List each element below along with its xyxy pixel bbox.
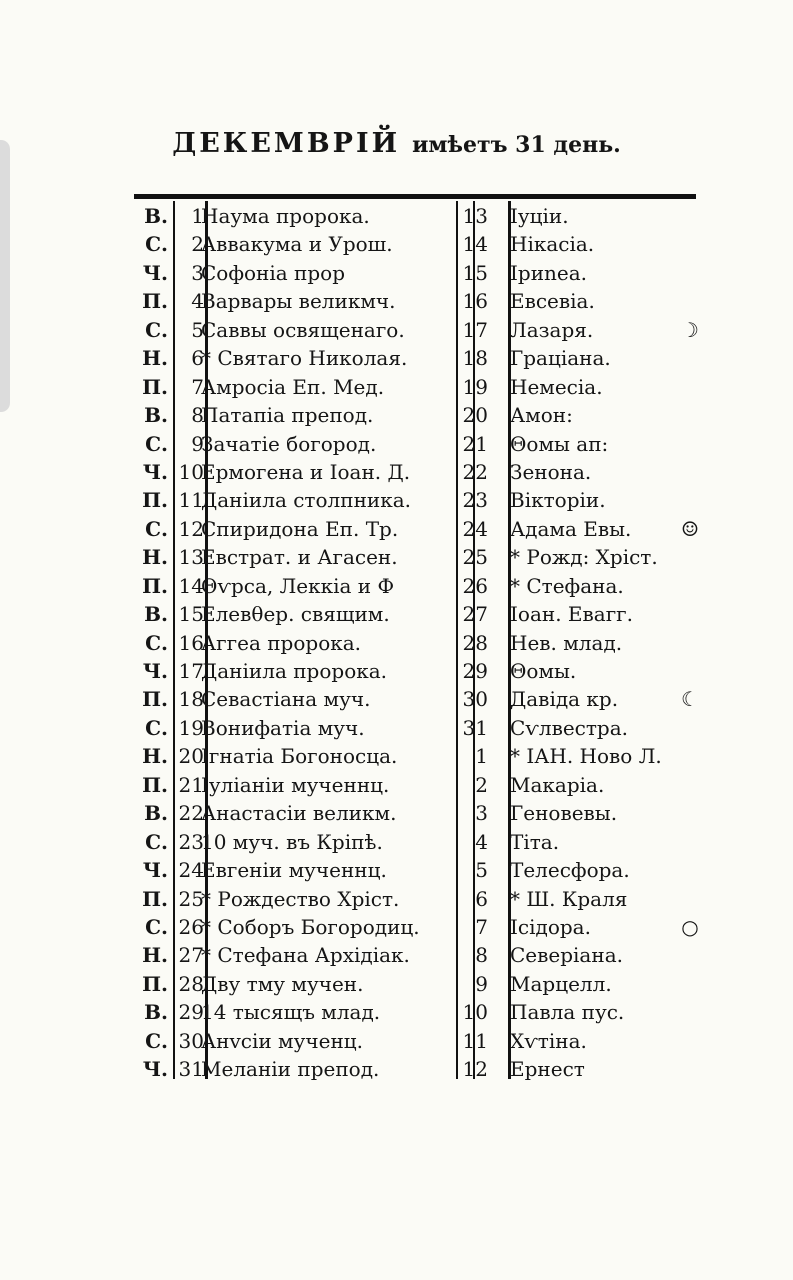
calendar-row <box>0 259 793 287</box>
calendar-row <box>0 941 793 969</box>
page-title <box>0 128 793 159</box>
saint-entry: Амросіа Еп. Мед. <box>201 374 385 399</box>
weekday-cell: Н. <box>142 545 168 570</box>
day-number: 9 <box>191 431 204 456</box>
old-style-day-number: 4 <box>475 829 488 854</box>
old-style-day-number: 23 <box>462 488 488 513</box>
calendar-row <box>0 657 793 685</box>
day-number: 5 <box>191 317 204 342</box>
calendar-row <box>0 344 793 372</box>
weekday-cell: С. <box>145 431 168 456</box>
old-style-saint-entry: Іриnea. <box>510 260 588 285</box>
saint-entry: 10 муч. въ Кріпѣ. <box>201 829 383 854</box>
old-style-day-number: 7 <box>475 914 488 939</box>
old-style-saint-entry: Граціана. <box>510 346 611 371</box>
old-style-day-number: 9 <box>475 971 488 996</box>
calendar-row <box>0 629 793 657</box>
weekday-cell: Н. <box>142 346 168 371</box>
day-number: 17 <box>178 659 204 683</box>
day-number: 26 <box>178 914 204 939</box>
old-style-day-number: 2 <box>475 772 488 797</box>
calendar-row <box>0 486 793 514</box>
calendar-row <box>0 373 793 401</box>
day-number: 14 <box>178 573 204 598</box>
saint-entry: Евгеніи мученнц. <box>201 858 387 883</box>
day-number: 29 <box>178 1000 204 1025</box>
old-style-saint-entry: Северіана. <box>510 943 623 968</box>
old-style-saint-entry: Ернест <box>510 1057 585 1082</box>
calendar-row <box>0 430 793 458</box>
saint-entry: Анастасіи великм. <box>201 801 397 826</box>
old-style-day-number: 18 <box>462 346 488 371</box>
old-style-day-number: 25 <box>462 545 488 570</box>
weekday-cell: С. <box>145 516 168 541</box>
calendar-row <box>0 714 793 742</box>
old-style-day-number: 22 <box>462 459 488 484</box>
weekday-cell: В. <box>144 204 168 228</box>
day-number: 28 <box>178 971 204 996</box>
day-number: 6 <box>191 346 204 371</box>
weekday-cell: В. <box>144 801 168 826</box>
old-style-saint-entry: Хѵтіна. <box>510 1028 587 1053</box>
calendar-row <box>0 572 793 600</box>
saint-entry: Ігнатіа Богоносца. <box>201 744 398 769</box>
calendar-row <box>0 515 793 543</box>
old-style-day-number: 6 <box>475 886 488 911</box>
weekday-cell: В. <box>144 602 168 627</box>
saint-entry: Θѵрса, Леккіа и Ф <box>201 573 395 598</box>
old-style-day-number: 12 <box>462 1057 488 1082</box>
old-style-saint-entry: Іуціи. <box>510 204 569 228</box>
weekday-cell: П. <box>142 687 168 712</box>
saint-entry: * Стефана Архідіак. <box>201 943 410 968</box>
day-number: 23 <box>178 829 204 854</box>
old-style-day-number: 21 <box>462 431 488 456</box>
calendar-row <box>0 287 793 315</box>
old-style-day-number: 14 <box>462 232 488 257</box>
old-style-saint-entry: Евсевіа. <box>510 289 595 314</box>
day-number: 16 <box>178 630 204 655</box>
weekday-cell: Н. <box>142 943 168 968</box>
day-number: 27 <box>178 943 204 968</box>
old-style-saint-entry: Тіта. <box>510 829 560 854</box>
weekday-cell: П. <box>142 971 168 996</box>
old-style-day-number: 3 <box>475 801 488 826</box>
weekday-cell: Ч. <box>142 459 168 484</box>
old-style-day-number: 20 <box>462 403 488 428</box>
calendar-row <box>0 771 793 799</box>
calendar-row <box>0 543 793 571</box>
month-days-note: имѣетъ 31 день. <box>412 132 621 158</box>
weekday-cell: Ч. <box>142 1057 168 1082</box>
calendar-row <box>0 742 793 770</box>
old-style-day-number: 17 <box>462 317 488 342</box>
day-number: 11 <box>178 488 204 513</box>
saint-entry: Саввы освященаго. <box>201 317 405 342</box>
saint-entry: Меланіи препод. <box>201 1057 380 1082</box>
old-style-saint-entry: Іоан. Евагг. <box>510 602 634 627</box>
day-number: 4 <box>191 289 204 314</box>
calendar-row <box>0 913 793 941</box>
old-style-saint-entry: * Стефана. <box>510 573 624 598</box>
day-number: 22 <box>178 801 204 826</box>
weekday-cell: С. <box>145 914 168 939</box>
weekday-cell: П. <box>142 772 168 797</box>
weekday-cell: Ч. <box>142 659 168 683</box>
weekday-cell: П. <box>142 488 168 513</box>
saint-entry: Елевθер. свящим. <box>201 602 390 627</box>
calendar-row <box>0 316 793 344</box>
day-number: 20 <box>178 744 204 769</box>
old-style-saint-entry: Макаріа. <box>510 772 605 797</box>
old-style-saint-entry: Θомы ап: <box>510 431 609 456</box>
calendar-row <box>0 202 793 230</box>
saint-entry: Наума пророка. <box>201 204 370 228</box>
saint-entry: Варвары великмч. <box>201 289 396 314</box>
old-style-saint-entry: Амон: <box>510 403 573 428</box>
calendar-row <box>0 401 793 429</box>
saint-entry: Аввакума и Урош. <box>201 232 393 257</box>
calendar-row <box>0 230 793 258</box>
old-style-day-number: 11 <box>462 1028 488 1053</box>
saint-entry: Даніила пророка. <box>201 659 388 683</box>
weekday-cell: С. <box>145 317 168 342</box>
old-style-day-number: 13 <box>462 204 488 228</box>
day-number: 12 <box>178 516 204 541</box>
saint-entry: Зачатіе богород. <box>201 431 377 456</box>
calendar-row <box>0 685 793 713</box>
old-style-saint-entry: Павла пус. <box>510 1000 625 1025</box>
old-style-day-number: 15 <box>462 260 488 285</box>
old-style-saint-entry: Телесфора. <box>510 858 630 883</box>
old-style-day-number: 31 <box>462 715 488 740</box>
weekday-cell: С. <box>145 1028 168 1053</box>
day-number: 1 <box>191 204 204 228</box>
old-style-saint-entry: Сѵлвестра. <box>510 715 629 740</box>
old-style-day-number: 24 <box>462 516 488 541</box>
day-number: 8 <box>191 403 204 428</box>
weekday-cell: С. <box>145 630 168 655</box>
saint-entry: Евстрат. и Агасен. <box>201 545 398 570</box>
moon-phase-icon: ☽ <box>681 317 699 342</box>
calendar-row <box>0 1055 793 1083</box>
old-style-day-number: 5 <box>475 858 488 883</box>
saint-entry: * Соборъ Богородиц. <box>201 914 420 939</box>
saint-entry: Ермогена и Іоан. Д. <box>201 459 411 484</box>
calendar-row <box>0 799 793 827</box>
weekday-cell: В. <box>144 403 168 428</box>
saint-entry: * Святаго Николая. <box>201 346 408 371</box>
old-style-saint-entry: Вікторіи. <box>510 488 606 513</box>
weekday-cell: С. <box>145 829 168 854</box>
weekday-cell: С. <box>145 715 168 740</box>
weekday-cell: С. <box>145 232 168 257</box>
old-style-saint-entry: Адама Евы. <box>510 516 632 541</box>
saint-entry: Аггеа пророка. <box>201 630 362 655</box>
old-style-saint-entry: Зенона. <box>510 459 592 484</box>
old-style-saint-entry: Давіда кр. <box>510 687 619 712</box>
day-number: 25 <box>178 886 204 911</box>
calendar-row <box>0 970 793 998</box>
old-style-saint-entry: Нев. млад. <box>510 630 623 655</box>
old-style-day-number: 30 <box>462 687 488 712</box>
weekday-cell: В. <box>144 1000 168 1025</box>
day-number: 31 <box>178 1057 204 1082</box>
day-number: 30 <box>178 1028 204 1053</box>
weekday-cell: Н. <box>142 744 168 769</box>
saint-entry: * Рождество Хріст. <box>201 886 400 911</box>
month-title: ДЕКЕМВРІЙ <box>172 128 401 159</box>
calendar-row <box>0 885 793 913</box>
saint-entry: Дву тму мучен. <box>201 971 364 996</box>
saint-entry: Даніила столпника. <box>201 488 412 513</box>
top-rule <box>134 194 696 199</box>
old-style-day-number: 10 <box>462 1000 488 1025</box>
calendar-row <box>0 998 793 1026</box>
old-style-day-number: 29 <box>462 659 488 683</box>
old-style-day-number: 27 <box>462 602 488 627</box>
calendar-row <box>0 828 793 856</box>
day-number: 13 <box>178 545 204 570</box>
saint-entry: Спиридона Еп. Тр. <box>201 516 399 541</box>
moon-phase-icon: ○ <box>681 914 699 939</box>
saint-entry: Анvсіи мученц. <box>201 1028 363 1053</box>
day-number: 24 <box>178 858 204 883</box>
old-style-saint-entry: Нікасіа. <box>510 232 595 257</box>
weekday-cell: П. <box>142 886 168 911</box>
old-style-day-number: 16 <box>462 289 488 314</box>
old-style-saint-entry: Лазаря. <box>510 317 594 342</box>
day-number: 10 <box>178 459 204 484</box>
old-style-day-number: 8 <box>475 943 488 968</box>
day-number: 7 <box>191 374 204 399</box>
day-number: 21 <box>178 772 204 797</box>
calendar-row <box>0 458 793 486</box>
weekday-cell: Ч. <box>142 858 168 883</box>
day-number: 3 <box>191 260 204 285</box>
old-style-day-number: 19 <box>462 374 488 399</box>
old-style-saint-entry: Θомы. <box>510 659 577 683</box>
calendar-row <box>0 600 793 628</box>
day-number: 2 <box>191 232 204 257</box>
old-style-day-number: 26 <box>462 573 488 598</box>
old-style-saint-entry: * ІАН. Ново Л. <box>510 744 662 769</box>
old-style-saint-entry: Немесіа. <box>510 374 603 399</box>
moon-phase-icon: ☾ <box>681 687 699 712</box>
weekday-cell: Ч. <box>142 260 168 285</box>
saint-entry: 14 тысящъ млад. <box>201 1000 381 1025</box>
saint-entry: Іуліаніи мученнц. <box>201 772 390 797</box>
old-style-saint-entry: Ісідора. <box>510 914 591 939</box>
old-style-day-number: 1 <box>475 744 488 769</box>
old-style-saint-entry: * Рожд: Хріст. <box>510 545 658 570</box>
calendar-table <box>0 202 793 1084</box>
weekday-cell: П. <box>142 289 168 314</box>
old-style-saint-entry: Марцелл. <box>510 971 612 996</box>
calendar-row <box>0 856 793 884</box>
saint-entry: Вонифатіа муч. <box>201 715 365 740</box>
old-style-saint-entry: Геновевы. <box>510 801 618 826</box>
day-number: 19 <box>178 715 204 740</box>
old-style-day-number: 28 <box>462 630 488 655</box>
saint-entry: Патапіа препод. <box>201 403 374 428</box>
saint-entry: Софоніа прор <box>201 260 346 285</box>
weekday-cell: П. <box>142 573 168 598</box>
day-number: 18 <box>178 687 204 712</box>
saint-entry: Севастіана муч. <box>201 687 371 712</box>
day-number: 15 <box>178 602 204 627</box>
old-style-saint-entry: * Ш. Краля <box>510 886 628 911</box>
moon-phase-icon: ☺ <box>681 516 699 541</box>
weekday-cell: П. <box>142 374 168 399</box>
calendar-row <box>0 1027 793 1055</box>
